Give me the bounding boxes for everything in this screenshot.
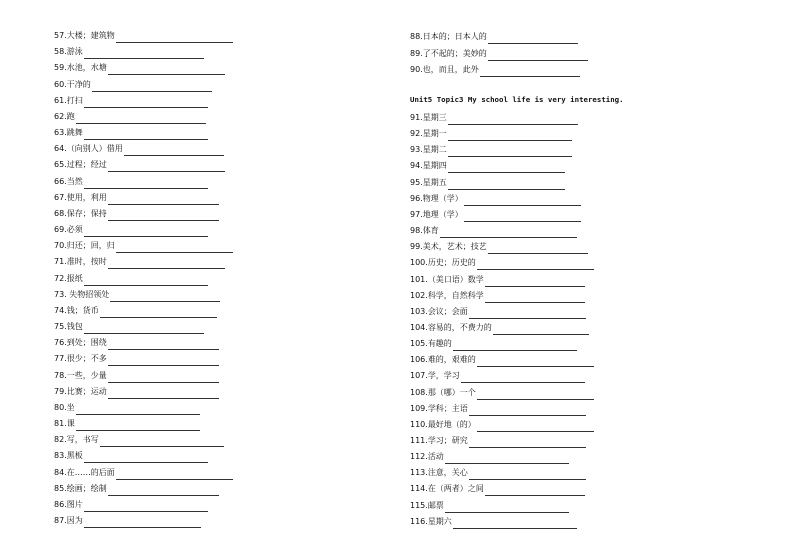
vocab-prompt: 107.学，学习 bbox=[410, 371, 460, 381]
answer-blank[interactable] bbox=[488, 50, 588, 61]
answer-blank[interactable] bbox=[116, 242, 233, 253]
vocab-prompt: 92.星期一 bbox=[410, 129, 447, 139]
vocab-item bbox=[54, 239, 233, 253]
vocab-prompt: 91.星期三 bbox=[410, 113, 447, 122]
vocab-item bbox=[54, 142, 224, 156]
vocab-item bbox=[54, 288, 220, 302]
vocab-item bbox=[54, 207, 219, 221]
answer-blank[interactable] bbox=[440, 227, 577, 238]
vocab-item bbox=[410, 159, 565, 173]
answer-blank[interactable] bbox=[464, 195, 581, 206]
answer-blank[interactable] bbox=[108, 64, 225, 75]
vocab-prompt: 67.使用，利用 bbox=[54, 192, 107, 202]
answer-blank[interactable] bbox=[448, 179, 565, 190]
vocab-prompt: 94.星期四 bbox=[410, 161, 447, 171]
vocab-prompt: 97.地理（学） bbox=[410, 209, 463, 219]
vocab-prompt: 70.归还；回，归 bbox=[54, 241, 115, 251]
vocab-prompt: 71.准时，按时 bbox=[54, 257, 107, 267]
vocab-item bbox=[54, 175, 208, 189]
answer-blank[interactable] bbox=[76, 420, 200, 431]
answer-blank[interactable] bbox=[108, 194, 219, 205]
vocab-item bbox=[410, 353, 594, 367]
vocab-prompt: 86.图片 bbox=[54, 499, 83, 509]
answer-blank[interactable] bbox=[108, 258, 225, 269]
answer-blank[interactable] bbox=[448, 146, 572, 157]
vocab-item bbox=[410, 321, 589, 335]
answer-blank[interactable] bbox=[445, 502, 569, 513]
vocab-prompt: 63.跳舞 bbox=[54, 128, 83, 138]
answer-blank[interactable] bbox=[76, 113, 206, 124]
vocab-item bbox=[54, 304, 217, 318]
vocab-prompt: 78.一些，少量 bbox=[54, 370, 107, 380]
vocab-item bbox=[410, 224, 577, 238]
answer-blank[interactable] bbox=[108, 339, 219, 350]
vocab-prompt: 96.物理（学） bbox=[410, 193, 463, 203]
vocab-prompt: 95.星期五 bbox=[410, 177, 447, 187]
vocab-prompt: 79.比赛；运动 bbox=[54, 386, 107, 396]
vocab-item bbox=[54, 78, 212, 92]
vocab-item bbox=[54, 29, 233, 43]
answer-blank[interactable] bbox=[100, 307, 217, 318]
answer-blank[interactable] bbox=[469, 437, 586, 448]
vocab-prompt: 99.美术，艺术；技艺 bbox=[410, 242, 487, 252]
vocab-item bbox=[410, 208, 581, 222]
answer-blank[interactable] bbox=[84, 129, 208, 140]
answer-blank[interactable] bbox=[448, 114, 578, 125]
vocab-item bbox=[410, 176, 565, 190]
answer-blank[interactable] bbox=[485, 292, 585, 303]
vocab-item bbox=[410, 466, 586, 480]
vocab-prompt: 68.保存；保持 bbox=[54, 208, 107, 218]
vocab-item bbox=[54, 514, 201, 528]
vocab-prompt: 57.大楼；建筑物 bbox=[54, 31, 115, 40]
answer-blank[interactable] bbox=[84, 517, 201, 528]
answer-blank[interactable] bbox=[108, 388, 219, 399]
vocab-item bbox=[410, 434, 586, 448]
vocab-prompt: 76.到处；围绕 bbox=[54, 338, 107, 348]
vocab-prompt: 113.注意，关心 bbox=[410, 468, 468, 478]
answer-blank[interactable] bbox=[477, 421, 594, 432]
vocab-item bbox=[54, 336, 219, 350]
answer-blank[interactable] bbox=[453, 518, 577, 529]
vocab-item bbox=[54, 369, 219, 383]
vocab-item bbox=[410, 450, 569, 464]
vocab-prompt: 77.很少；不多 bbox=[54, 354, 107, 364]
vocab-item bbox=[410, 63, 580, 77]
answer-blank[interactable] bbox=[493, 324, 589, 335]
vocab-prompt: 93.星期二 bbox=[410, 145, 447, 155]
vocab-prompt: 83.黑板 bbox=[54, 451, 83, 461]
answer-blank[interactable] bbox=[477, 356, 594, 367]
vocab-prompt: 110.最好地（的） bbox=[410, 419, 476, 429]
answer-blank[interactable] bbox=[469, 469, 586, 480]
vocab-prompt: 108.那（哪）一个 bbox=[410, 387, 476, 397]
vocab-prompt: 75.钱包 bbox=[54, 322, 83, 332]
vocab-item bbox=[54, 223, 208, 237]
vocab-item bbox=[410, 256, 594, 270]
answer-blank[interactable] bbox=[108, 485, 219, 496]
vocab-item bbox=[410, 305, 586, 319]
answer-blank[interactable] bbox=[108, 355, 219, 366]
answer-blank[interactable] bbox=[477, 389, 594, 400]
answer-blank[interactable] bbox=[116, 32, 233, 43]
answer-blank[interactable] bbox=[488, 243, 588, 254]
vocab-prompt: 100.历史；历史的 bbox=[410, 258, 476, 268]
vocab-item bbox=[54, 385, 219, 399]
vocab-item bbox=[410, 289, 585, 303]
answer-blank[interactable] bbox=[453, 340, 577, 351]
vocab-prompt: 61.打扫 bbox=[54, 95, 83, 105]
vocab-prompt: 106.难的，艰难的 bbox=[410, 355, 476, 365]
answer-blank[interactable] bbox=[92, 81, 212, 92]
vocab-prompt: 105.有趣的 bbox=[410, 339, 452, 349]
vocab-item bbox=[410, 47, 588, 61]
vocab-prompt: 87.因为 bbox=[54, 516, 83, 526]
answer-blank[interactable] bbox=[84, 178, 208, 189]
vocab-prompt: 85.绘画；绘制 bbox=[54, 483, 107, 493]
answer-blank[interactable] bbox=[124, 145, 224, 156]
answer-blank[interactable] bbox=[116, 469, 233, 480]
answer-blank[interactable] bbox=[461, 372, 585, 383]
vocab-prompt: 114.在（两者）之间 bbox=[410, 484, 484, 494]
answer-blank[interactable] bbox=[445, 453, 569, 464]
vocab-prompt: 116.星期六 bbox=[410, 516, 452, 526]
vocab-item bbox=[54, 110, 206, 124]
vocab-prompt: 82.写，书写 bbox=[54, 435, 99, 445]
vocab-prompt: 81.课 bbox=[54, 419, 75, 429]
vocab-item bbox=[54, 401, 200, 415]
vocab-item bbox=[410, 143, 572, 157]
vocab-item bbox=[54, 417, 200, 431]
vocab-prompt: 98.体育 bbox=[410, 226, 439, 236]
vocab-prompt: 62.跑 bbox=[54, 111, 75, 121]
answer-blank[interactable] bbox=[485, 276, 585, 287]
answer-blank[interactable] bbox=[108, 210, 219, 221]
answer-blank[interactable] bbox=[464, 211, 581, 222]
vocab-item bbox=[54, 433, 224, 447]
vocab-prompt: 80.坐 bbox=[54, 402, 75, 412]
answer-blank[interactable] bbox=[84, 48, 204, 59]
vocab-item bbox=[54, 45, 204, 59]
vocab-item bbox=[410, 402, 586, 416]
vocab-item bbox=[54, 320, 204, 334]
vocab-prompt: 66.当然 bbox=[54, 176, 83, 186]
answer-blank[interactable] bbox=[469, 405, 586, 416]
vocab-item bbox=[54, 482, 219, 496]
answer-blank[interactable] bbox=[469, 308, 586, 319]
vocab-item bbox=[54, 255, 225, 269]
answer-blank[interactable] bbox=[480, 66, 580, 77]
vocab-item bbox=[54, 126, 208, 140]
vocab-item bbox=[54, 352, 219, 366]
answer-blank[interactable] bbox=[108, 161, 225, 172]
vocab-prompt: 109.学科；主语 bbox=[410, 403, 468, 413]
answer-blank[interactable] bbox=[84, 275, 208, 286]
vocab-prompt: 101.（美口语）数学 bbox=[410, 274, 484, 284]
answer-blank[interactable] bbox=[488, 33, 578, 44]
answer-blank[interactable] bbox=[477, 259, 594, 270]
vocab-item bbox=[410, 127, 572, 141]
vocab-item bbox=[54, 191, 219, 205]
answer-blank[interactable] bbox=[108, 372, 219, 383]
answer-blank[interactable] bbox=[485, 485, 585, 496]
vocab-prompt: 65.过程；经过 bbox=[54, 160, 107, 170]
vocab-prompt: 73. 失物招领处 bbox=[54, 289, 110, 299]
vocab-prompt: 112.活动 bbox=[410, 452, 444, 462]
vocab-item bbox=[410, 499, 569, 513]
answer-blank[interactable] bbox=[448, 130, 572, 141]
vocab-prompt: 59.水池，水塘 bbox=[54, 63, 107, 73]
vocab-prompt: 102.科学，自然科学 bbox=[410, 290, 484, 300]
vocab-item bbox=[410, 369, 585, 383]
vocab-prompt: 74.钱；货币 bbox=[54, 305, 99, 315]
vocab-prompt: 88.日本的；日本人的 bbox=[410, 32, 487, 41]
vocab-prompt: 103.会议；会面 bbox=[410, 306, 468, 316]
answer-blank[interactable] bbox=[100, 436, 224, 447]
answer-blank[interactable] bbox=[84, 501, 208, 512]
vocab-prompt: 60.干净的 bbox=[54, 79, 91, 89]
vocab-item bbox=[54, 272, 208, 286]
vocab-item bbox=[54, 158, 225, 172]
vocab-item bbox=[410, 240, 588, 254]
vocab-item bbox=[54, 466, 233, 480]
vocab-item bbox=[410, 515, 577, 529]
vocab-item bbox=[410, 273, 585, 287]
answer-blank[interactable] bbox=[110, 291, 220, 302]
vocab-prompt: 89.了不起的；美妙的 bbox=[410, 48, 487, 58]
vocab-prompt: 115.邮票 bbox=[410, 500, 444, 510]
answer-blank[interactable] bbox=[84, 323, 204, 334]
vocab-prompt: 58.游泳 bbox=[54, 47, 83, 57]
vocab-prompt: 69.必须 bbox=[54, 225, 83, 235]
answer-blank[interactable] bbox=[84, 452, 208, 463]
vocab-item bbox=[410, 192, 581, 206]
vocab-item bbox=[410, 386, 594, 400]
answer-blank[interactable] bbox=[76, 404, 200, 415]
answer-blank[interactable] bbox=[448, 162, 565, 173]
answer-blank[interactable] bbox=[84, 226, 208, 237]
vocab-item bbox=[54, 61, 225, 75]
vocab-prompt: 104.容易的，不费力的 bbox=[410, 322, 492, 332]
vocab-item bbox=[410, 30, 578, 44]
vocab-prompt: 64.（向别人）借用 bbox=[54, 144, 123, 154]
vocab-item bbox=[54, 498, 208, 512]
vocab-prompt: 90.也，而且，此外 bbox=[410, 65, 479, 74]
vocab-item bbox=[54, 94, 208, 108]
vocab-item bbox=[410, 418, 594, 432]
vocab-prompt: 84.在……的后面 bbox=[54, 467, 115, 477]
vocab-prompt: 111.学习；研究 bbox=[410, 436, 468, 445]
vocab-item bbox=[54, 449, 208, 463]
answer-blank[interactable] bbox=[84, 97, 208, 108]
vocab-item bbox=[410, 482, 585, 496]
vocab-item bbox=[410, 337, 577, 351]
vocab-prompt: 72.报纸 bbox=[54, 273, 83, 283]
unit-heading: Unit5 Topic3 My school life is very interesting. bbox=[410, 95, 624, 104]
vocab-item bbox=[410, 111, 578, 125]
